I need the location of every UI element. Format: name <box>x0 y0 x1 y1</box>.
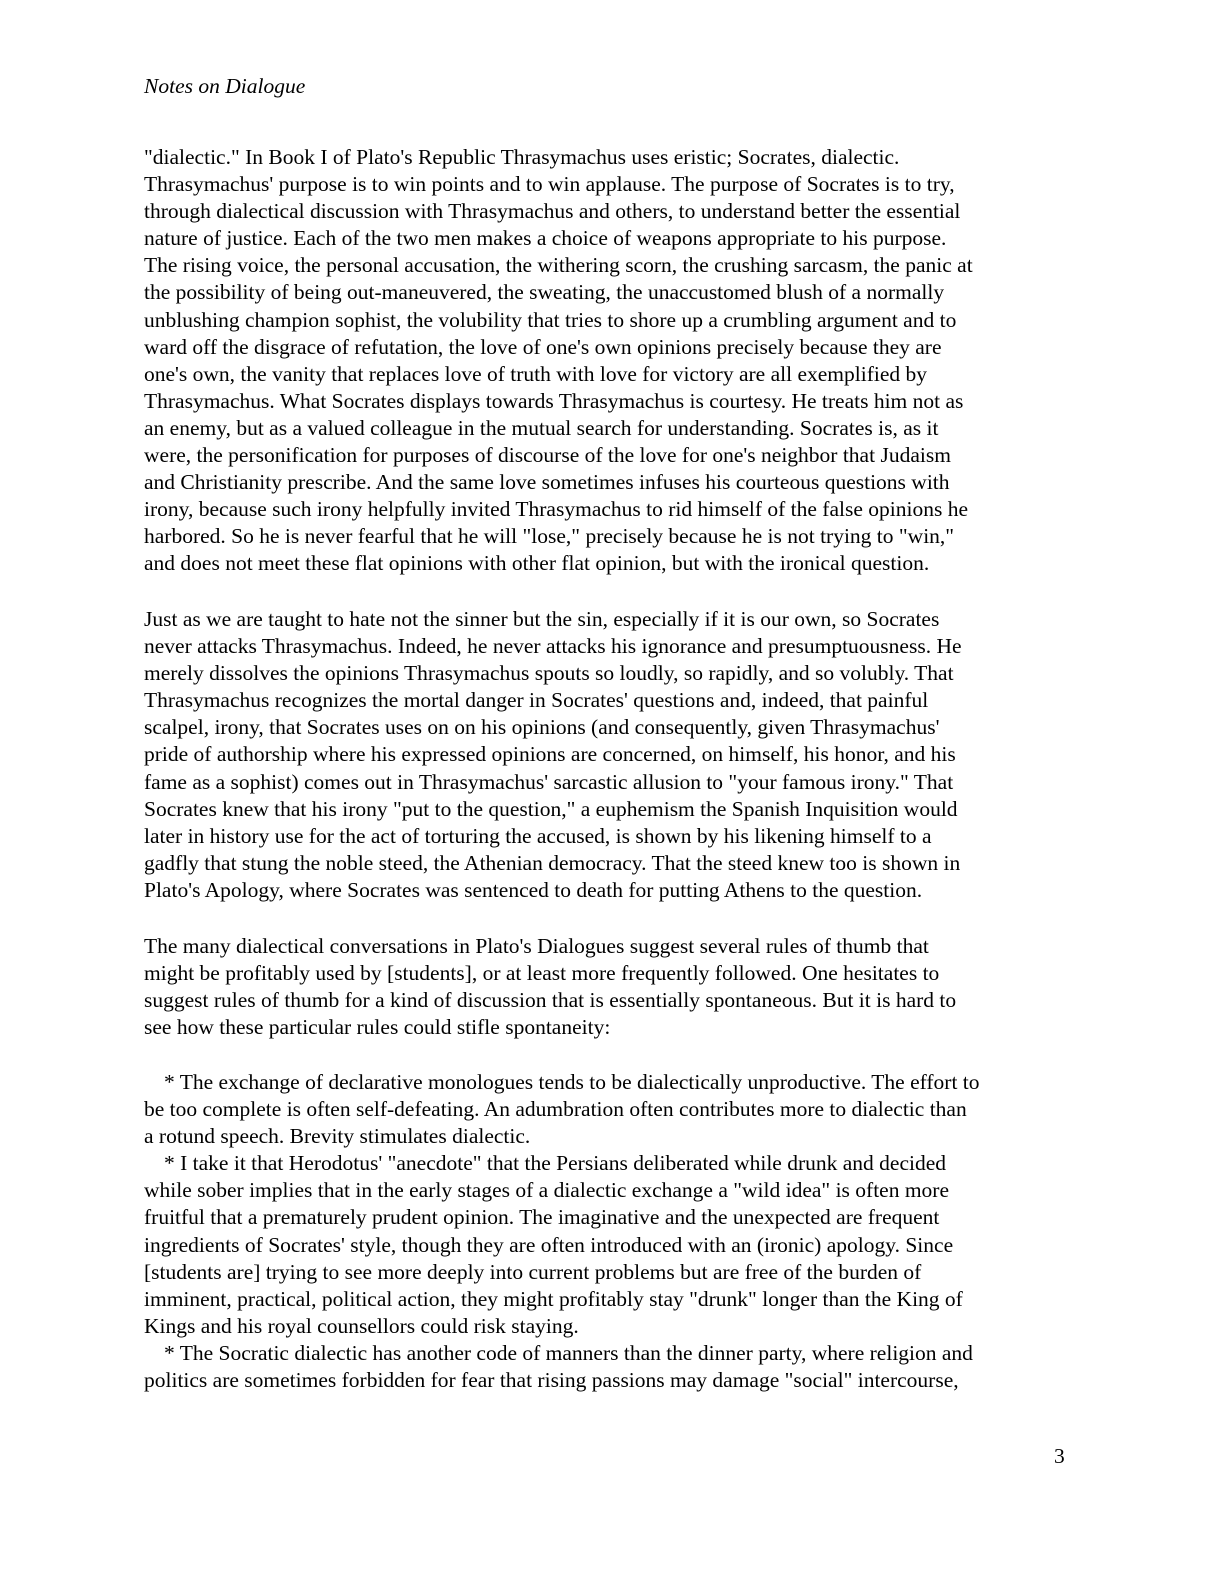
text-line: * The Socratic dialectic has another code of manners than the dinner party, where religion and <box>164 1340 973 1365</box>
text-line: be too complete is often self-defeating. An adumbration often contributes more to dialectic than <box>144 1097 967 1122</box>
text-line: Kings and his royal counsellors could risk staying. <box>144 1313 579 1338</box>
text-line: * The exchange of declarative monologues tends to be dialectically unproductive. The effort to <box>164 1070 980 1094</box>
text-line: Plato's Apology, where Socrates was sentenced to death for putting Athens to the question. <box>144 877 923 902</box>
page-number: 3 <box>1054 1444 1065 1468</box>
text-line: The rising voice, the personal accusation, the withering scorn, the crushing sarcasm, the panic at <box>144 253 973 278</box>
text-line: ingredients of Socrates' style, though they are often introduced with an (ironic) apology. Since <box>144 1232 954 1257</box>
text-line: Just as we are taught to hate not the sinner but the sin, especially if it is our own, so Socrates <box>144 607 940 631</box>
text-line: later in history use for the act of torturing the accused, is shown by his likening himself to a <box>144 823 932 848</box>
paragraph-3 <box>144 933 1084 1041</box>
text-line: Thrasymachus' purpose is to win points and to win applause. The purpose of Socrates is to try, <box>144 172 955 197</box>
text-line: imminent, practical, political action, they might profitably stay "drunk" longer than the King of <box>144 1286 963 1311</box>
text-line: an enemy, but as a valued colleague in the mutual search for understanding. Socrates is, as it <box>144 415 939 440</box>
text-line: merely dissolves the opinions Thrasymachus spouts so loudly, so rapidly, and so volubly. That <box>144 661 954 686</box>
text-line: pride of authorship where his expressed opinions are concerned, on himself, his honor, and his <box>144 742 956 767</box>
rule-item-2 <box>144 1150 1084 1340</box>
text-line: gadfly that stung the noble steed, the Athenian democracy. That the steed knew too is shown in <box>144 850 961 875</box>
text-line: and does not meet these flat opinions with other flat opinion, but with the ironical question. <box>144 551 930 576</box>
rules-list <box>144 1069 1084 1394</box>
text-line: see how these particular rules could stifle spontaneity: <box>144 1015 611 1040</box>
text-line: irony, because such irony helpfully invited Thrasymachus to rid himself of the false opinions he <box>144 497 968 522</box>
text-line: harbored. So he is never fearful that he will "lose," precisely because he is not trying to "win," <box>144 524 955 549</box>
text-line: were, the personification for purposes of discourse of the love for one's neighbor that Judaism <box>144 443 951 468</box>
text-line: the possibility of being out-maneuvered, the sweating, the unaccustomed blush of a normally <box>144 280 945 305</box>
text-line: "dialectic." In Book I of Plato's Republic Thrasymachus uses eristic; Socrates, dialectic. <box>144 145 900 169</box>
text-line: one's own, the vanity that replaces love of truth with love for victory are all exemplified by <box>144 361 928 386</box>
text-line: The many dialectical conversations in Plato's Dialogues suggest several rules of thumb that <box>144 934 929 958</box>
running-header: Notes on Dialogue <box>144 74 306 98</box>
paragraph-1 <box>144 144 1084 578</box>
text-line: nature of justice. Each of the two men makes a choice of weapons appropriate to his purpose. <box>144 226 947 251</box>
text-line: a rotund speech. Brevity stimulates dialectic. <box>144 1124 531 1149</box>
text-line: fame as a sophist) comes out in Thrasymachus' sarcastic allusion to "your famous irony." That <box>144 769 954 794</box>
text-line: through dialectical discussion with Thrasymachus and others, to understand better the essential <box>144 199 961 224</box>
text-line: politics are sometimes forbidden for fear that rising passions may damage "social" intercourse, <box>144 1368 959 1393</box>
text-line: while sober implies that in the early stages of a dialectic exchange a "wild idea" is often more <box>144 1178 950 1203</box>
text-line: and Christianity prescribe. And the same love sometimes infuses his courteous questions with <box>144 470 950 495</box>
rule-item-3 <box>144 1340 1084 1394</box>
paragraph-2 <box>144 606 1084 904</box>
text-line: scalpel, irony, that Socrates uses on on his opinions (and consequently, given Thrasymachus' <box>144 715 940 740</box>
text-line: ward off the disgrace of refutation, the love of one's own opinions precisely because they are <box>144 334 942 359</box>
text-line: Thrasymachus. What Socrates displays towards Thrasymachus is courtesy. He treats him not as <box>144 388 964 413</box>
text-line: Socrates knew that his irony "put to the question," a euphemism the Spanish Inquisition would <box>144 796 958 821</box>
text-line: never attacks Thrasymachus. Indeed, he never attacks his ignorance and presumptuousness. He <box>144 634 962 659</box>
rule-item-1 <box>144 1069 1084 1150</box>
text-line: unblushing champion sophist, the volubility that tries to shore up a crumbling argument and to <box>144 307 957 332</box>
text-line: Thrasymachus recognizes the mortal danger in Socrates' questions and, indeed, that painful <box>144 688 929 713</box>
text-line: * I take it that Herodotus' "anecdote" that the Persians deliberated while drunk and decided <box>164 1151 947 1176</box>
text-line: [students are] trying to see more deeply into current problems but are free of the burden of <box>144 1259 922 1284</box>
text-line: might be profitably used by [students], or at least more frequently followed. One hesitates to <box>144 961 940 986</box>
text-line: suggest rules of thumb for a kind of discussion that is essentially spontaneous. But it is hard to <box>144 988 957 1013</box>
text-line: fruitful that a prematurely prudent opinion. The imaginative and the unexpected are frequent <box>144 1205 940 1230</box>
